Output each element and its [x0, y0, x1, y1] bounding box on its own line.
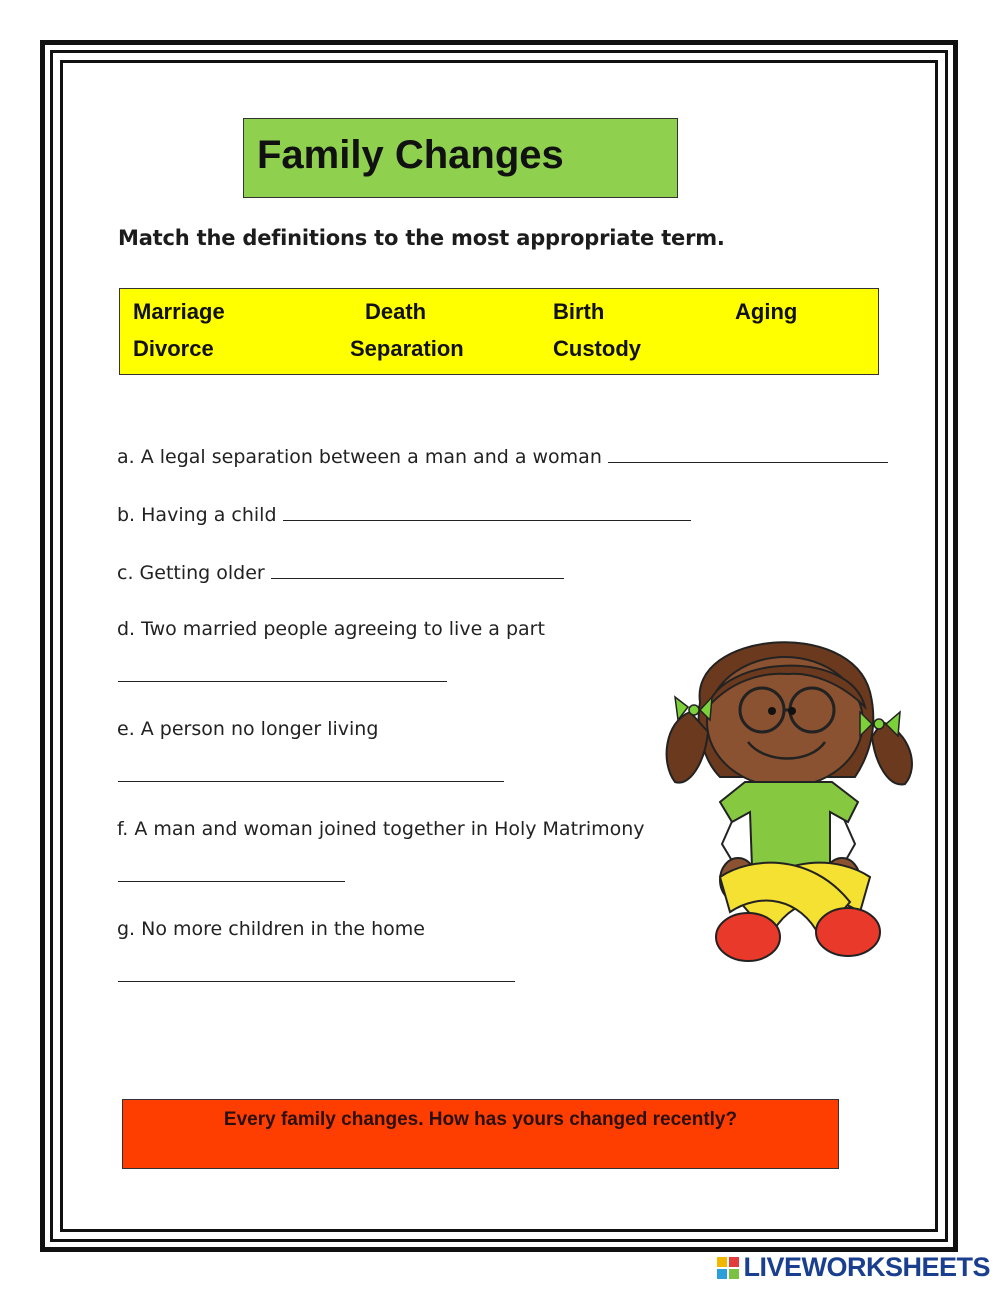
brand-name: LIVEWORKSHEETS	[743, 1252, 990, 1282]
question-c-text: c. Getting older	[117, 562, 265, 584]
girl-illustration	[660, 612, 930, 972]
term-death[interactable]: Death	[365, 299, 427, 324]
brand-logo-icon	[717, 1257, 739, 1279]
brand-watermark	[717, 1252, 990, 1283]
term-separation[interactable]: Separation	[350, 336, 464, 361]
term-aging[interactable]: Aging	[735, 299, 798, 324]
question-f: f. A man and woman joined together in Holy Matrimony	[117, 818, 645, 840]
page-title: Family Changes	[257, 133, 564, 177]
footer-prompt: Every family changes. How has yours changed recently?	[223, 1109, 738, 1130]
question-c	[117, 560, 564, 584]
question-b	[117, 502, 691, 526]
answer-blank-c[interactable]	[271, 560, 564, 579]
answer-blank-f[interactable]	[118, 881, 345, 882]
question-a	[117, 444, 888, 468]
footer-prompt-box	[122, 1099, 839, 1169]
word-bank	[119, 288, 879, 375]
term-birth[interactable]: Birth	[553, 299, 605, 324]
title-box	[243, 118, 678, 198]
answer-blank-b[interactable]	[283, 502, 691, 521]
answer-blank-e[interactable]	[118, 781, 504, 782]
question-g: g. No more children in the home	[117, 918, 425, 940]
term-divorce[interactable]: Divorce	[133, 336, 214, 361]
answer-blank-d[interactable]	[118, 681, 447, 682]
question-a-text: a. A legal separation between a man and a woman	[117, 446, 602, 468]
instructions: Match the definitions to the most appropriate term.	[118, 226, 725, 250]
question-b-text: b. Having a child	[117, 504, 277, 526]
term-custody[interactable]: Custody	[553, 336, 641, 361]
question-e: e. A person no longer living	[117, 718, 379, 740]
term-marriage[interactable]: Marriage	[133, 299, 225, 324]
answer-blank-g[interactable]	[118, 981, 515, 982]
question-d: d. Two married people agreeing to live a part	[117, 618, 545, 640]
answer-blank-a[interactable]	[608, 444, 888, 463]
